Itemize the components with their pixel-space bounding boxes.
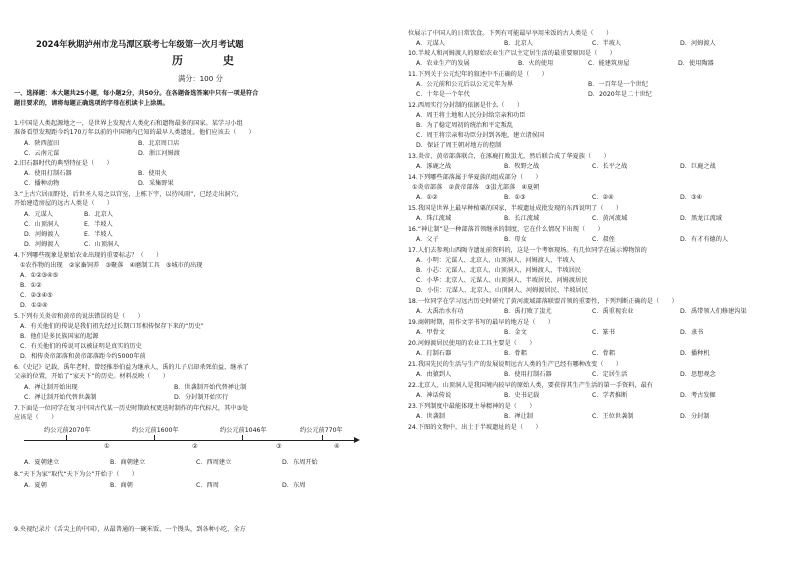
question-text: 14.下列哪些部落属于华夏族的组成部分（ ）: [408, 174, 542, 181]
option: A．农业生产的发展: [416, 60, 470, 67]
question-text: 位展示了中国人的日常饮食。下列有可能最早享用米饭的古人类是（ ）: [408, 30, 613, 37]
option: C．王位世袭制: [592, 413, 634, 420]
option: B．商朝: [110, 482, 133, 489]
option: D．小佳：元谋人、北京人、山顶洞人、河姆渡居民、半坡居民: [416, 287, 588, 294]
score-text: 满分：100 分: [178, 74, 223, 83]
question-text: 11.下列关于公元纪年的叙述中不正确的是（ ）: [408, 71, 548, 78]
question-text: 9.央视纪录片《舌尖上的中国》，从最普通的一碗米饭、一个馒头，到各种小吃，全方: [14, 526, 246, 533]
option: C．播种动物: [24, 180, 60, 187]
timeline-mark: ①: [104, 443, 110, 450]
option: A．夏朝: [24, 482, 47, 489]
option: B．北京人: [84, 211, 113, 218]
option: B．史书记载: [504, 392, 540, 399]
option: C．西周: [196, 482, 219, 489]
option: B．一百年是一个世纪: [588, 81, 648, 88]
question-text: 17.人们去参观山西陶寺遗址前资料的，这是一个考察现场。有几位同学在展示博物馆的: [408, 247, 647, 254]
option: A．元谋人: [24, 211, 53, 218]
question-items: ①农作物的出现 ②家畜饲养 ③聚落 ④磨制工具 ⑤城市的出现: [20, 262, 203, 269]
option: C．长平之战: [592, 163, 628, 170]
option: D．东周开始: [282, 459, 318, 466]
question-text: 13.炎帝、黄帝部落联合，在涿鹿打败蚩尤，然后联合成了华夏族（ ）: [408, 153, 610, 160]
option: B．金文: [504, 329, 527, 336]
option: A．珠江流域: [416, 215, 452, 222]
timeline-date: 约公元前770年: [300, 427, 343, 434]
option: A．使用打制石器: [24, 170, 72, 177]
question-text: 5.下列有关炎帝和黄帝的说法错误的是（ ）: [14, 313, 144, 320]
option: D．保证了周王朝对地方的控制: [416, 142, 502, 149]
option: C．云南元谋: [24, 150, 60, 157]
option: A．神话传说: [416, 392, 452, 399]
timeline-date: 约公元前2070年: [44, 427, 91, 434]
option: C．禹重视农业: [592, 308, 634, 315]
question-text: 19.商朝时期，用作文字书写的最早的地方是（ ）: [408, 319, 554, 326]
option: D．分封制: [680, 413, 710, 420]
option: B．世袭制开始代替禅让制: [174, 384, 247, 391]
instruction-line: 一、选择题：本大题共25小题，每小题2分，共50分。在各题备选答案中只有一项是符合: [14, 90, 259, 97]
question-text: 开始建造房屋的远古人类是（ ）: [14, 200, 113, 207]
timeline-arrow-icon: [354, 437, 360, 443]
question-text: 15.我国是世界上最早种植粟的国家，半坡遗址成批发现的东西说明了（ ）: [408, 205, 623, 212]
exam-title: 2024年秋期泸州市龙马潭区联考七年级第一次月考试题: [36, 39, 244, 49]
question-text: 7.下面是一位同学在复习中国古代某一历史时期政权更迭时制作的年代标尺，其中③处: [14, 405, 249, 412]
option: C．学者推断: [592, 392, 628, 399]
option: A．有关他们的传说是我们祖先经过长期口耳相传保存下来的“历史”: [20, 323, 204, 330]
option: D．河姆渡人: [24, 241, 60, 248]
option: A．涿鹿之战: [416, 163, 452, 170]
option: A．元谋人: [416, 40, 445, 47]
option: A．甲骨文: [416, 329, 445, 336]
timeline-mark: ③: [276, 443, 282, 450]
option: D．分封制开始实行: [174, 394, 229, 401]
option: A．世袭制: [416, 413, 445, 420]
option: C．周王将宗亲和功臣分封到各地，建立诸侯国: [416, 132, 545, 139]
question-text: 10.半坡人和河姆渡人的原始农业生产以主定居生活的最重要原因是（ ）: [408, 50, 616, 57]
question-text: 24.下图的文物中，出土于半坡遗址的是（ ）: [408, 424, 542, 431]
option: A．禅让制开始出现: [24, 384, 78, 391]
option: A．打制石器: [416, 350, 452, 357]
option: A．小明：元谋人、北京人、山顶洞人、河姆渡人、半坡人: [416, 257, 575, 264]
option: B．小芯：元谋人、北京人、山顶洞人、河姆渡人、半坡居民: [416, 267, 582, 274]
question-text: 12.西周实行分封制的依据是什么（ ）: [408, 102, 524, 109]
option: D．河姆渡人: [680, 40, 716, 47]
question-text: 准备看望发现距今约170万年以前的中国境内已知的最早人类遗址，他们应该去（ ）: [14, 129, 255, 136]
question-text: 3.“上古穴居而野处，后世圣人易之以宫室，上栋下宇，以待风雨”，已经走出洞穴，: [14, 191, 243, 198]
option: D．使用陶器: [678, 60, 714, 67]
option: D．相传炎帝部落和黄帝部落距今约5000年前: [20, 353, 146, 360]
option: D．③④: [680, 194, 703, 201]
option: A．公元前和公元后以公元元年为界: [416, 81, 514, 88]
option: C．山顶洞人: [84, 241, 120, 248]
option: C．有关他们的传说可以被证明是真实的历史: [20, 343, 142, 350]
question-text: 22.北京人、山顶洞人是我国境内较早的原始人类，要获得其生产生活的第一手资料，最有: [408, 382, 653, 389]
option: E．半坡人: [84, 231, 113, 238]
option: A．①②: [416, 194, 438, 201]
option: D．采集野果: [138, 180, 174, 187]
option: D．考古发掘: [680, 392, 716, 399]
option: C．定居生活: [592, 371, 628, 378]
question-text: 6.《史记》记载，禹年老时，曾经推举伯益为继承人，禹的儿子启却杀死伯益，继承了: [14, 364, 249, 371]
option: D．东周: [282, 482, 306, 489]
option: C．骨耜: [592, 350, 615, 357]
option: B．北京人: [504, 40, 533, 47]
question-text: 父亲的位置，开始了“家天下”的历史。材料反映（ ）: [14, 373, 169, 380]
option: B．使用火: [138, 170, 167, 177]
option: C．小华：北京人、元谋人、山顶洞人、半坡居民、河姆渡居民: [416, 277, 588, 284]
option: B．商朝建立: [110, 459, 146, 466]
option: D．隶书: [680, 329, 704, 336]
question-items: ①炎帝部落 ②黄帝部落 ③蚩尤部落 ④夏朝: [412, 184, 540, 191]
option: B．长江流域: [504, 215, 540, 222]
option: C．十年是一个年代: [416, 91, 470, 98]
option: A．周王将土地和人民分封给宗亲和功臣: [416, 112, 526, 119]
option: D．①②④: [20, 302, 48, 309]
option: D．巨鹿之战: [680, 163, 716, 170]
option: C．西周建立: [196, 459, 232, 466]
timeline-date: 约公元前1046年: [220, 427, 267, 434]
question-text: 16.“神让制”是一种部落首领继承的制度，它在什么情况下出现（ ）: [408, 226, 604, 233]
option: A．由猿到人: [416, 371, 452, 378]
option: C．半坡人: [592, 40, 622, 47]
question-text: 21.我国先民的生活与生产的发展说明远古人类的生产已经有哪种改变（ ）: [408, 361, 623, 368]
question-text: 8.“天下为家”取代“天下为公”开始于（ ）: [14, 471, 138, 478]
option: A．父子: [416, 236, 439, 243]
question-text: 应该是（ ）: [14, 414, 58, 421]
question-text: 2.旧石器时代的典型特征是（ ）: [14, 160, 113, 167]
option: B．①③: [504, 194, 526, 201]
option: D．河姆渡人: [24, 231, 60, 238]
question-text: 23.下列制度中最能体现主导精神的是（ ）: [408, 403, 536, 410]
option: C．②③④⑤: [20, 292, 53, 299]
timeline-axis: [24, 440, 354, 441]
option: B．火的使用: [518, 60, 554, 67]
timeline-mark: ②: [192, 443, 198, 450]
option: A．夏朝建立: [24, 459, 60, 466]
option: C．山顶洞人: [24, 221, 60, 228]
option: B．他们是多民族国家的起源: [20, 333, 99, 340]
question-text: 18.一位同学在学习远古历史时研究了黄河流域部落联盟首领的重要性，下列判断正确的是（ ）: [408, 298, 678, 305]
option: C．黄河流域: [592, 215, 628, 222]
question-text: 4.下列哪些现象是原始农业出现的重要标志？（ ）: [14, 252, 163, 259]
option: D．禹带领人们修建沟渠: [680, 308, 747, 315]
question-text: 1.中国是人类起源地之一，是世界上发现古人类化石和遗物最多的国家。某学习小组: [14, 120, 243, 127]
option: B．禹打败了蚩尤: [504, 308, 552, 315]
option: C．叔侄: [592, 236, 615, 243]
option: C．篆书: [592, 329, 615, 336]
option: C．禅让制开始代替世袭制: [24, 394, 97, 401]
option: E．半坡人: [84, 221, 113, 228]
option: A．①②③④⑤: [20, 272, 59, 279]
timeline-mark: ④: [334, 443, 340, 450]
option: A．陕西蓝田: [24, 140, 60, 147]
instruction-line: 题目要求的，请将每题正确选项的字母在机读卡上涂黑。: [14, 100, 169, 107]
option: B．北京周口店: [138, 140, 180, 147]
option: D．播种机: [680, 350, 710, 357]
option: B．为了稳定周初的统治和平定叛乱: [416, 122, 514, 129]
option: D．思想观念: [680, 371, 716, 378]
timeline-date: 约公元前1600年: [132, 427, 179, 434]
option: B．骨耜: [504, 350, 527, 357]
option: B．使用打制石器: [504, 371, 552, 378]
option: D．2020年是二十世纪: [588, 91, 652, 98]
option: D．黑龙江流域: [680, 215, 722, 222]
subject-heading: 历 史: [172, 54, 252, 67]
option: B．禅让制: [504, 413, 533, 420]
option: D．浙江河姆渡: [138, 150, 180, 157]
question-text: 20.河姆渡居民使用的农业工具主要是（ ）: [408, 340, 536, 347]
option: A．大禹治水有功: [416, 308, 464, 315]
option: B．牧野之战: [504, 163, 540, 170]
option: C．能建筑房屋: [588, 60, 630, 67]
option: C．②④: [592, 194, 614, 201]
option: B．①②: [20, 282, 42, 289]
option: D．有才有德的人: [680, 236, 729, 243]
option: B．母女: [504, 236, 527, 243]
